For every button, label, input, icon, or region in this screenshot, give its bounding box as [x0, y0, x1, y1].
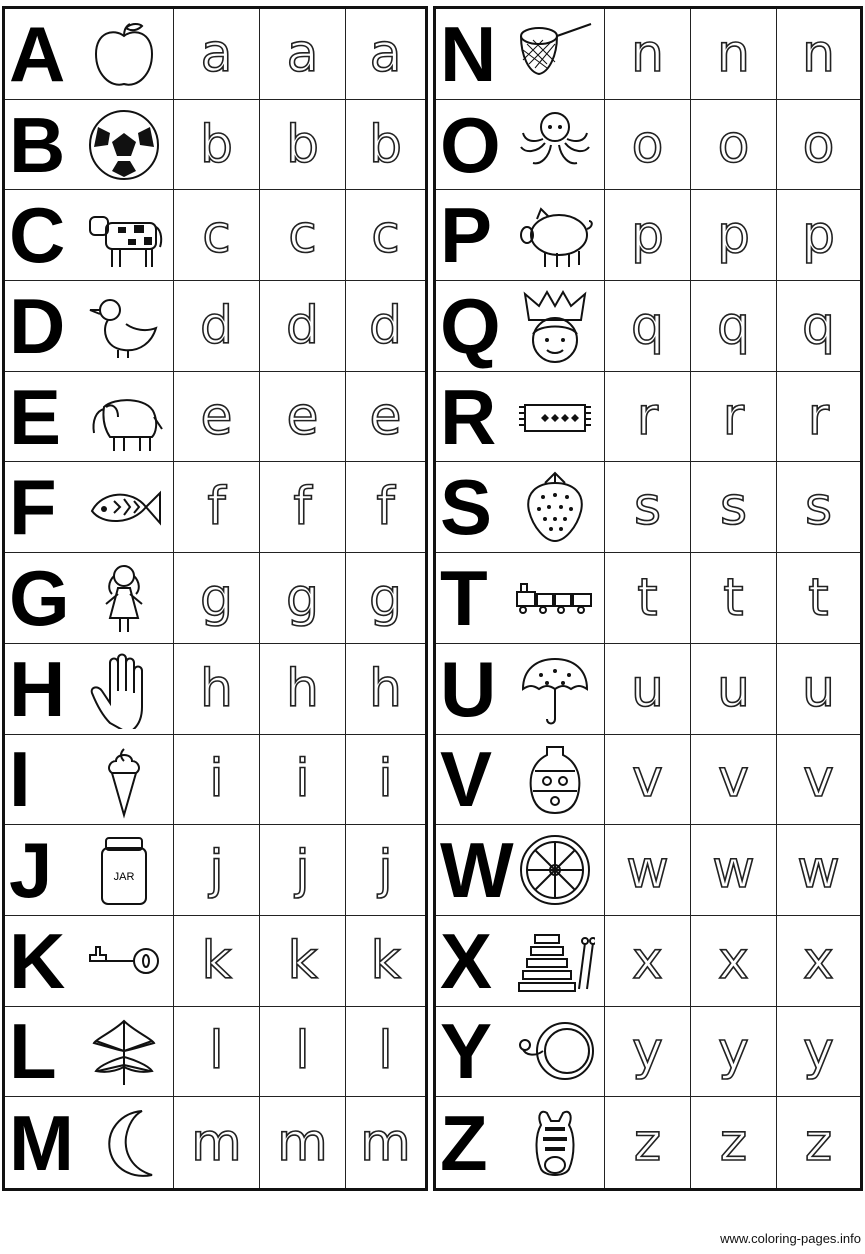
trace-box-q[interactable] [691, 281, 777, 372]
trace-box-v[interactable] [777, 735, 860, 826]
dotted-lowercase-letter: s [633, 477, 662, 538]
trace-box-d[interactable] [260, 281, 346, 372]
trace-box-b[interactable] [260, 100, 346, 191]
letter-J-header [5, 825, 174, 916]
trace-box-z[interactable] [691, 1097, 777, 1188]
dotted-lowercase-letter: g [368, 567, 402, 628]
dotted-lowercase-letter: o [631, 114, 664, 175]
trace-box-c[interactable] [174, 190, 260, 281]
wheel-icon [512, 830, 598, 910]
capital-letter: I [9, 735, 29, 824]
jar-icon [81, 830, 167, 910]
trace-box-j[interactable] [346, 825, 425, 916]
letter-U-header [436, 644, 605, 735]
dotted-lowercase-letter: d [285, 295, 319, 356]
letter-S-header [436, 462, 605, 553]
dotted-lowercase-letter: y [803, 1021, 834, 1082]
letter-F-header [5, 462, 174, 553]
trace-box-n[interactable] [777, 9, 860, 100]
dotted-lowercase-letter: t [808, 567, 829, 628]
dotted-lowercase-letter: f [293, 477, 312, 538]
trace-box-a[interactable] [260, 9, 346, 100]
dotted-lowercase-letter: n [631, 23, 664, 84]
dotted-lowercase-letter: g [285, 567, 319, 628]
dotted-lowercase-letter: o [802, 114, 835, 175]
trace-box-m[interactable] [260, 1097, 346, 1188]
capital-letter: P [440, 191, 491, 280]
dotted-lowercase-letter: r [636, 386, 659, 447]
trace-box-o[interactable] [777, 100, 860, 191]
dotted-lowercase-letter: l [295, 1021, 310, 1082]
trace-box-d[interactable] [346, 281, 425, 372]
trace-box-i[interactable] [346, 735, 425, 826]
strawberry-icon [512, 467, 598, 547]
trace-box-v[interactable] [605, 735, 691, 826]
dotted-lowercase-letter: e [369, 386, 402, 447]
trace-box-y[interactable] [605, 1007, 691, 1098]
trace-box-e[interactable] [346, 372, 425, 463]
capital-letter: M [9, 1098, 72, 1187]
dotted-lowercase-letter: y [632, 1021, 663, 1082]
dotted-lowercase-letter: k [201, 930, 232, 991]
trace-box-w[interactable] [605, 825, 691, 916]
girl-icon [81, 558, 167, 638]
trace-box-q[interactable] [605, 281, 691, 372]
dotted-lowercase-letter: j [209, 840, 224, 901]
letter-B-header [5, 100, 174, 191]
letter-L-header [5, 1007, 174, 1098]
cow-icon [81, 195, 167, 275]
trace-box-s[interactable] [691, 462, 777, 553]
dotted-lowercase-letter: x [718, 930, 749, 991]
capital-letter: Q [440, 281, 499, 370]
dotted-lowercase-letter: a [286, 23, 319, 84]
capital-letter: B [9, 100, 64, 189]
dotted-lowercase-letter: a [200, 23, 233, 84]
dotted-lowercase-letter: t [723, 567, 744, 628]
elephant-icon [81, 377, 167, 457]
dotted-lowercase-letter: h [200, 658, 233, 719]
dotted-lowercase-letter: n [802, 23, 835, 84]
dotted-lowercase-letter: m [360, 1112, 411, 1173]
capital-letter: N [440, 9, 495, 98]
trace-box-r[interactable] [777, 372, 860, 463]
dotted-lowercase-letter: z [804, 1112, 833, 1173]
trace-box-b[interactable] [174, 100, 260, 191]
trace-box-i[interactable] [260, 735, 346, 826]
trace-box-o[interactable] [691, 100, 777, 191]
hand-icon [81, 649, 167, 729]
dotted-lowercase-letter: m [277, 1112, 328, 1173]
trace-box-x[interactable] [605, 916, 691, 1007]
trace-box-a[interactable] [174, 9, 260, 100]
capital-letter: H [9, 644, 64, 733]
trace-box-e[interactable] [260, 372, 346, 463]
trace-box-x[interactable] [777, 916, 860, 1007]
letter-H-header [5, 644, 174, 735]
ball-icon [81, 105, 167, 185]
trace-box-t[interactable] [777, 553, 860, 644]
letter-W-header [436, 825, 605, 916]
dotted-lowercase-letter: f [207, 477, 226, 538]
trace-box-r[interactable] [605, 372, 691, 463]
dotted-lowercase-letter: j [378, 840, 393, 901]
site-credit: www.coloring-pages.info [720, 1231, 861, 1246]
dotted-lowercase-letter: w [712, 840, 755, 901]
trace-box-l[interactable] [260, 1007, 346, 1098]
dotted-lowercase-letter: u [631, 658, 664, 719]
capital-letter: K [9, 916, 64, 1005]
ice-cream-icon [81, 739, 167, 819]
trace-box-n[interactable] [605, 9, 691, 100]
dotted-lowercase-letter: c [202, 205, 231, 266]
dotted-lowercase-letter: y [718, 1021, 749, 1082]
moon-icon [81, 1103, 167, 1183]
capital-letter: Y [440, 1007, 491, 1096]
dotted-lowercase-letter: i [295, 749, 310, 810]
letter-Q-header [436, 281, 605, 372]
dotted-lowercase-letter: c [371, 205, 400, 266]
dotted-lowercase-letter: q [801, 295, 835, 356]
dotted-lowercase-letter: b [199, 114, 233, 175]
dotted-lowercase-letter: u [717, 658, 750, 719]
dotted-lowercase-letter: k [287, 930, 318, 991]
dotted-lowercase-letter: q [630, 295, 664, 356]
dotted-lowercase-letter: l [378, 1021, 393, 1082]
dotted-lowercase-letter: b [368, 114, 402, 175]
dotted-lowercase-letter: w [626, 840, 669, 901]
trace-box-l[interactable] [346, 1007, 425, 1098]
left-panel-a-to-m [2, 6, 428, 1191]
letter-Z-header [436, 1097, 605, 1188]
trace-box-x[interactable] [691, 916, 777, 1007]
letter-R-header [436, 372, 605, 463]
dotted-lowercase-letter: p [716, 205, 750, 266]
letter-P-header [436, 190, 605, 281]
dotted-lowercase-letter: z [719, 1112, 748, 1173]
dotted-lowercase-letter: u [802, 658, 835, 719]
trace-box-c[interactable] [346, 190, 425, 281]
dotted-lowercase-letter: f [376, 477, 395, 538]
fish-icon [81, 467, 167, 547]
duck-icon [81, 286, 167, 366]
trace-box-z[interactable] [777, 1097, 860, 1188]
dotted-lowercase-letter: e [200, 386, 233, 447]
rug-icon [512, 377, 598, 457]
dotted-lowercase-letter: a [369, 23, 402, 84]
dotted-lowercase-letter: d [368, 295, 402, 356]
letter-C-header [5, 190, 174, 281]
trace-box-b[interactable] [346, 100, 425, 191]
trace-box-s[interactable] [605, 462, 691, 553]
dotted-lowercase-letter: i [378, 749, 393, 810]
trace-box-d[interactable] [174, 281, 260, 372]
letter-T-header [436, 553, 605, 644]
dotted-lowercase-letter: i [209, 749, 224, 810]
trace-box-k[interactable] [346, 916, 425, 1007]
dotted-lowercase-letter: p [801, 205, 835, 266]
dotted-lowercase-letter: s [804, 477, 833, 538]
trace-box-h[interactable] [174, 644, 260, 735]
trace-box-t[interactable] [691, 553, 777, 644]
capital-letter: A [9, 9, 64, 98]
capital-letter: J [9, 826, 51, 915]
trace-box-u[interactable] [605, 644, 691, 735]
net-icon [512, 14, 598, 94]
trace-box-m[interactable] [346, 1097, 425, 1188]
dotted-lowercase-letter: n [717, 23, 750, 84]
capital-letter: S [440, 463, 491, 552]
letter-grid-left [5, 9, 425, 1188]
capital-letter: T [440, 553, 486, 642]
trace-box-s[interactable] [777, 462, 860, 553]
letter-grid-right [436, 9, 860, 1188]
trace-box-o[interactable] [605, 100, 691, 191]
trace-box-p[interactable] [691, 190, 777, 281]
trace-box-h[interactable] [260, 644, 346, 735]
trace-box-f[interactable] [346, 462, 425, 553]
trace-box-z[interactable] [605, 1097, 691, 1188]
trace-box-w[interactable] [777, 825, 860, 916]
dotted-lowercase-letter: x [803, 930, 834, 991]
trace-box-t[interactable] [605, 553, 691, 644]
capital-letter: W [440, 826, 512, 915]
trace-box-g[interactable] [260, 553, 346, 644]
capital-letter: G [9, 553, 68, 642]
trace-box-f[interactable] [260, 462, 346, 553]
umbrella-icon [512, 649, 598, 729]
trace-box-v[interactable] [691, 735, 777, 826]
dotted-lowercase-letter: w [797, 840, 840, 901]
leaf-icon [81, 1011, 167, 1091]
dotted-lowercase-letter: m [191, 1112, 242, 1173]
dotted-lowercase-letter: r [807, 386, 830, 447]
trace-box-u[interactable] [777, 644, 860, 735]
dotted-lowercase-letter: h [286, 658, 319, 719]
dotted-lowercase-letter: x [632, 930, 663, 991]
xylophone-icon [512, 921, 598, 1001]
dotted-lowercase-letter: h [369, 658, 402, 719]
dotted-lowercase-letter: e [286, 386, 319, 447]
letter-D-header [5, 281, 174, 372]
dotted-lowercase-letter: t [637, 567, 658, 628]
trace-box-k[interactable] [174, 916, 260, 1007]
letter-X-header [436, 916, 605, 1007]
capital-letter: U [440, 644, 495, 733]
trace-box-g[interactable] [174, 553, 260, 644]
trace-box-a[interactable] [346, 9, 425, 100]
dotted-lowercase-letter: o [717, 114, 750, 175]
trace-box-c[interactable] [260, 190, 346, 281]
capital-letter: C [9, 191, 64, 280]
trace-box-i[interactable] [174, 735, 260, 826]
right-panel-n-to-z [433, 6, 863, 1191]
capital-letter: O [440, 100, 499, 189]
dotted-lowercase-letter: v [803, 749, 834, 810]
capital-letter: F [9, 463, 55, 552]
trace-box-n[interactable] [691, 9, 777, 100]
trace-box-y[interactable] [777, 1007, 860, 1098]
letter-O-header [436, 100, 605, 191]
dotted-lowercase-letter: l [209, 1021, 224, 1082]
yoyo-icon [512, 1011, 598, 1091]
letter-A-header [5, 9, 174, 100]
trace-box-m[interactable] [174, 1097, 260, 1188]
dotted-lowercase-letter: d [199, 295, 233, 356]
dotted-lowercase-letter: s [719, 477, 748, 538]
letter-M-header [5, 1097, 174, 1188]
trace-box-f[interactable] [174, 462, 260, 553]
capital-letter: E [9, 372, 60, 461]
capital-letter: V [440, 735, 491, 824]
capital-letter: R [440, 372, 495, 461]
trace-box-e[interactable] [174, 372, 260, 463]
trace-box-u[interactable] [691, 644, 777, 735]
letter-Y-header [436, 1007, 605, 1098]
capital-letter: L [9, 1007, 55, 1096]
dotted-lowercase-letter: q [716, 295, 750, 356]
dotted-lowercase-letter: g [199, 567, 233, 628]
dotted-lowercase-letter: v [718, 749, 749, 810]
dotted-lowercase-letter: r [722, 386, 745, 447]
zebra-icon [512, 1103, 598, 1183]
dotted-lowercase-letter: p [630, 205, 664, 266]
letter-G-header [5, 553, 174, 644]
jar-label: JAR [113, 871, 135, 884]
dotted-lowercase-letter: v [632, 749, 663, 810]
letter-V-header [436, 735, 605, 826]
capital-letter: D [9, 281, 64, 370]
letter-K-header [5, 916, 174, 1007]
trace-box-r[interactable] [691, 372, 777, 463]
dotted-lowercase-letter: z [633, 1112, 662, 1173]
capital-letter: Z [440, 1098, 486, 1187]
dotted-lowercase-letter: c [288, 205, 317, 266]
queen-icon [512, 286, 598, 366]
trace-box-g[interactable] [346, 553, 425, 644]
letter-N-header [436, 9, 605, 100]
dotted-lowercase-letter: j [295, 840, 310, 901]
trace-box-l[interactable] [174, 1007, 260, 1098]
trace-box-p[interactable] [777, 190, 860, 281]
trace-box-q[interactable] [777, 281, 860, 372]
trace-box-j[interactable] [174, 825, 260, 916]
alphabet-worksheet [0, 6, 865, 1191]
dotted-lowercase-letter: k [370, 930, 401, 991]
capital-letter: X [440, 916, 491, 1005]
trace-box-p[interactable] [605, 190, 691, 281]
apple-icon [81, 14, 167, 94]
octopus-icon [512, 105, 598, 185]
letter-I-header [5, 735, 174, 826]
trace-box-h[interactable] [346, 644, 425, 735]
trace-box-k[interactable] [260, 916, 346, 1007]
dotted-lowercase-letter: b [285, 114, 319, 175]
vase-icon [512, 739, 598, 819]
trace-box-j[interactable] [260, 825, 346, 916]
trace-box-y[interactable] [691, 1007, 777, 1098]
key-icon [81, 921, 167, 1001]
pig-icon [512, 195, 598, 275]
letter-E-header [5, 372, 174, 463]
train-icon [512, 558, 598, 638]
trace-box-w[interactable] [691, 825, 777, 916]
